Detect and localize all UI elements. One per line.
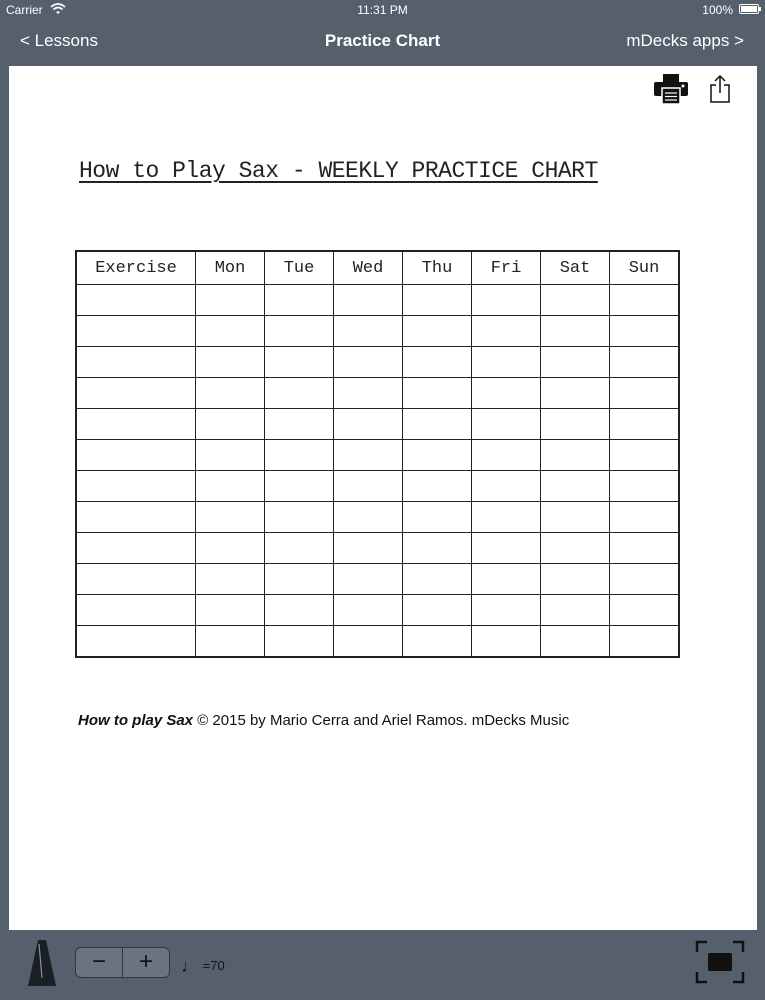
navigation-bar xyxy=(0,20,765,62)
fullscreen-icon[interactable] xyxy=(695,940,745,984)
day-cell xyxy=(472,502,541,533)
day-cell xyxy=(196,316,265,347)
day-cell xyxy=(610,471,680,502)
day-cell xyxy=(196,409,265,440)
day-cell xyxy=(265,440,334,471)
battery-percent: 100% xyxy=(702,3,733,17)
day-cell xyxy=(265,471,334,502)
day-cell xyxy=(334,595,403,626)
page-title: Practice Chart xyxy=(324,31,441,50)
table-row xyxy=(76,595,679,626)
footer-book-title: How to play Sax xyxy=(78,712,194,729)
tempo-readout xyxy=(181,954,225,975)
metronome-icon[interactable] xyxy=(26,938,58,988)
day-cell xyxy=(196,440,265,471)
day-cell xyxy=(334,471,403,502)
day-cell xyxy=(265,316,334,347)
document-page xyxy=(9,66,757,930)
day-cell xyxy=(472,564,541,595)
exercise-cell xyxy=(76,409,196,440)
column-header-tue: Tue xyxy=(265,251,334,285)
exercise-cell xyxy=(76,502,196,533)
day-cell xyxy=(472,626,541,658)
day-cell xyxy=(541,502,610,533)
print-icon[interactable] xyxy=(654,74,688,104)
day-cell xyxy=(403,409,472,440)
day-cell xyxy=(196,285,265,316)
weekly-practice-table xyxy=(75,250,680,658)
day-cell xyxy=(403,378,472,409)
day-cell xyxy=(196,595,265,626)
exercise-cell xyxy=(76,378,196,409)
day-cell xyxy=(334,564,403,595)
table-row xyxy=(76,533,679,564)
day-cell xyxy=(541,409,610,440)
day-cell xyxy=(334,440,403,471)
chart-heading: How to Play Sax - WEEKLY PRACTICE CHART xyxy=(79,158,598,184)
exercise-cell xyxy=(76,440,196,471)
column-header-mon: Mon xyxy=(196,251,265,285)
table-row xyxy=(76,316,679,347)
table-row xyxy=(76,440,679,471)
exercise-cell xyxy=(76,595,196,626)
table-header-row xyxy=(76,251,679,285)
day-cell xyxy=(472,409,541,440)
day-cell xyxy=(541,471,610,502)
day-cell xyxy=(541,595,610,626)
day-cell xyxy=(541,440,610,471)
day-cell xyxy=(610,440,680,471)
day-cell xyxy=(265,347,334,378)
exercise-cell xyxy=(76,316,196,347)
table-body xyxy=(76,285,679,658)
day-cell xyxy=(541,285,610,316)
day-cell xyxy=(265,502,334,533)
table-row xyxy=(76,347,679,378)
table-row xyxy=(76,409,679,440)
day-cell xyxy=(610,533,680,564)
day-cell xyxy=(472,316,541,347)
day-cell xyxy=(265,285,334,316)
day-cell xyxy=(610,564,680,595)
column-header-thu: Thu xyxy=(403,251,472,285)
exercise-cell xyxy=(76,564,196,595)
back-to-lessons-button[interactable]: < Lessons xyxy=(20,31,98,50)
mdecks-apps-button[interactable]: mDecks apps > xyxy=(626,31,744,50)
column-header-wed: Wed xyxy=(334,251,403,285)
day-cell xyxy=(265,564,334,595)
day-cell xyxy=(334,316,403,347)
day-cell xyxy=(403,533,472,564)
column-header-exercise: Exercise xyxy=(76,251,196,285)
exercise-cell xyxy=(76,285,196,316)
day-cell xyxy=(472,285,541,316)
table-row xyxy=(76,378,679,409)
day-cell xyxy=(541,316,610,347)
column-header-fri: Fri xyxy=(472,251,541,285)
day-cell xyxy=(334,285,403,316)
day-cell xyxy=(334,409,403,440)
column-header-sat: Sat xyxy=(541,251,610,285)
day-cell xyxy=(196,378,265,409)
day-cell xyxy=(334,626,403,658)
day-cell xyxy=(403,595,472,626)
day-cell xyxy=(196,471,265,502)
day-cell xyxy=(472,378,541,409)
clock: 11:31 PM xyxy=(357,3,408,17)
day-cell xyxy=(334,347,403,378)
day-cell xyxy=(196,626,265,658)
tempo-increase-button[interactable]: + xyxy=(138,948,153,975)
table-row xyxy=(76,626,679,658)
day-cell xyxy=(610,626,680,658)
day-cell xyxy=(403,626,472,658)
day-cell xyxy=(472,440,541,471)
exercise-cell xyxy=(76,347,196,378)
day-cell xyxy=(472,347,541,378)
day-cell xyxy=(403,502,472,533)
day-cell xyxy=(334,378,403,409)
table-row xyxy=(76,285,679,316)
day-cell xyxy=(334,533,403,564)
copyright-footer xyxy=(78,712,569,729)
day-cell xyxy=(196,502,265,533)
day-cell xyxy=(265,595,334,626)
day-cell xyxy=(265,533,334,564)
tempo-stepper[interactable] xyxy=(75,947,170,978)
day-cell xyxy=(196,533,265,564)
share-icon[interactable] xyxy=(709,74,731,104)
day-cell xyxy=(541,378,610,409)
day-cell xyxy=(196,564,265,595)
day-cell xyxy=(610,502,680,533)
day-cell xyxy=(265,409,334,440)
day-cell xyxy=(541,564,610,595)
day-cell xyxy=(541,626,610,658)
day-cell xyxy=(403,285,472,316)
day-cell xyxy=(610,347,680,378)
tempo-decrease-button[interactable]: − xyxy=(76,948,123,977)
bottom-toolbar xyxy=(0,930,765,1000)
day-cell xyxy=(403,564,472,595)
day-cell xyxy=(403,347,472,378)
day-cell xyxy=(403,471,472,502)
day-cell xyxy=(610,595,680,626)
exercise-cell xyxy=(76,471,196,502)
day-cell xyxy=(610,285,680,316)
exercise-cell xyxy=(76,626,196,658)
table-row xyxy=(76,502,679,533)
day-cell xyxy=(610,409,680,440)
day-cell xyxy=(472,471,541,502)
day-cell xyxy=(610,378,680,409)
battery-icon xyxy=(739,4,759,14)
quarter-note-icon: ♩ xyxy=(181,956,199,976)
day-cell xyxy=(472,533,541,564)
status-bar xyxy=(0,0,765,20)
carrier-label: Carrier xyxy=(6,3,43,17)
day-cell xyxy=(541,347,610,378)
day-cell xyxy=(472,595,541,626)
table-row xyxy=(76,564,679,595)
day-cell xyxy=(265,626,334,658)
day-cell xyxy=(610,316,680,347)
day-cell xyxy=(265,378,334,409)
day-cell xyxy=(403,316,472,347)
day-cell xyxy=(334,502,403,533)
column-header-sun: Sun xyxy=(610,251,680,285)
tempo-value: =70 xyxy=(202,958,225,973)
day-cell xyxy=(403,440,472,471)
exercise-cell xyxy=(76,533,196,564)
day-cell xyxy=(196,347,265,378)
day-cell xyxy=(541,533,610,564)
table-row xyxy=(76,471,679,502)
footer-credits: © 2015 by Mario Cerra and Ariel Ramos. mDecks Music xyxy=(193,712,570,729)
